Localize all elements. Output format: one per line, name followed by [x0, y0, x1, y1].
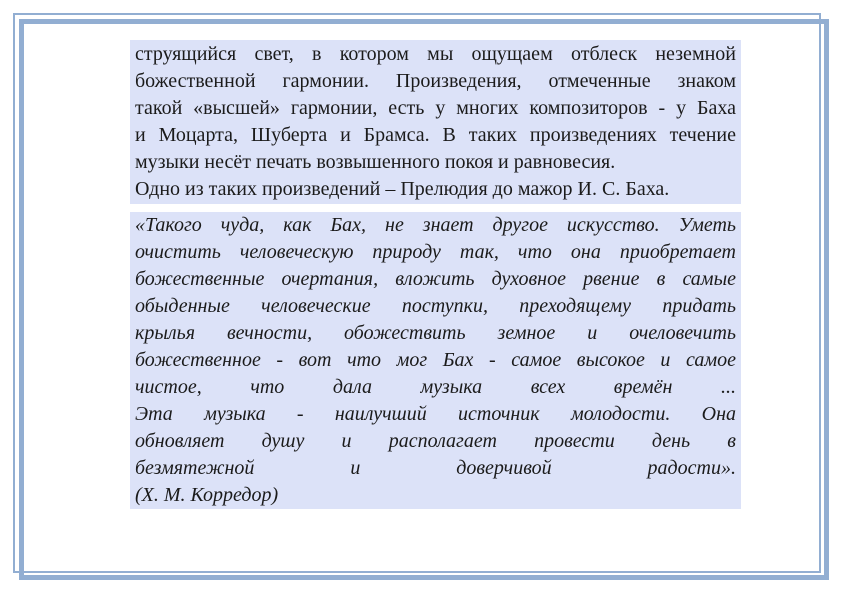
text-line: и Моцарта, Шуберта и Брамса. В таких произведениях течение: [135, 124, 736, 146]
intro-text-block: [130, 40, 741, 204]
text-line: Эта музыка - наилучший источник молодости. Она: [135, 403, 736, 425]
text-line: (Х. М. Корредор): [135, 484, 279, 506]
text-line: обыденные человеческие поступки, преходящему придать: [135, 295, 736, 317]
text-line: струящийся свет, в котором мы ощущаем отблеск неземной: [135, 43, 736, 65]
text-line: божественное - вот что мог Бах - самое высокое и самое: [135, 349, 736, 371]
text-line: очистить человеческую природу так, что она приобретает: [135, 241, 736, 263]
text-line: такой «высшей» гармонии, есть у многих композиторов - у Баха: [135, 97, 736, 119]
text-line: божественной гармонии. Произведения, отмеченные знаком: [135, 70, 736, 92]
text-line: божественные очертания, вложить духовное рвение в самые: [135, 268, 736, 290]
quote-text-block: [130, 212, 741, 509]
text-line: чистое, что дала музыка всех времён ...: [135, 376, 736, 398]
text-line: крылья вечности, обожествить земное и очеловечить: [135, 322, 736, 344]
text-line: музыки несёт печать возвышенного покоя и равновесия.: [135, 151, 616, 173]
text-line: обновляет душу и располагает провести день в: [135, 430, 736, 452]
text-line: «Такого чуда, как Бах, не знает другое искусство. Уметь: [135, 214, 736, 236]
text-line: безмятежной и доверчивой радости».: [135, 457, 736, 479]
text-line: Одно из таких произведений – Прелюдия до мажор И. С. Баха.: [135, 178, 670, 200]
